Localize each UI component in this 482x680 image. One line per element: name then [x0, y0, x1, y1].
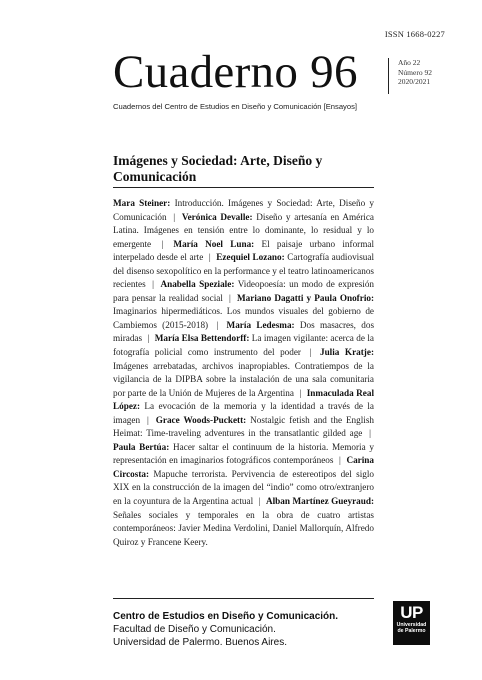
entry-separator: |: [258, 496, 261, 507]
entry-separator: |: [208, 252, 211, 263]
entry-separator: |: [299, 387, 302, 398]
publisher-info: [113, 610, 383, 649]
entry-separator: |: [161, 238, 164, 249]
logo-name-line2: de Palermo: [397, 628, 426, 634]
toc-title: Señales sociales y temporales en la obra de cuatro artistas contemporáneos: Javier Medina Verdolini, Daniel Mallorquín, Alfredo Quiroz y Francene Keery.: [113, 509, 374, 547]
section-divider: [113, 187, 374, 188]
toc-author: María Ledesma:: [226, 319, 295, 330]
toc-title: Introducción. Imágenes y Sociedad: Arte, Diseño y Comunicación: [113, 198, 375, 222]
toc-author: María Elsa Bettendorff:: [154, 333, 250, 344]
toc-author: Julia Kratje:: [319, 347, 375, 358]
entry-separator: |: [229, 292, 231, 303]
entry-separator: |: [173, 211, 176, 222]
entry-separator: |: [369, 428, 371, 439]
toc-title: El paisaje urbano informal interpelado desde el arte: [113, 238, 374, 263]
issue-year: Año 22: [398, 58, 421, 67]
toc-title: Cartografía audiovisual del disenso sexopolítico en la performance y el teatro latinoamericanos recientes: [113, 252, 375, 290]
issue-number: Número 92: [398, 67, 432, 77]
entry-separator: |: [147, 333, 150, 344]
entry-separator: |: [146, 414, 149, 425]
toc-title: Videopoesía: un modo de expresión para pensar la realidad social: [113, 279, 375, 303]
toc-author: Ezequiel Lozano:: [216, 252, 285, 263]
issue-meta: [398, 58, 432, 87]
entry-separator: |: [339, 455, 341, 466]
toc-title: La evocación de la memoria y la identidad a través de la imagen: [113, 401, 375, 425]
toc-author: María Noel Luna:: [173, 238, 255, 249]
toc-title: Imaginarios hipermediáticos. Los mundos visuales del gobierno de Cambiemos (2015-2018): [113, 306, 374, 330]
toc-title: Diseño y artesanía en América Latina. Imágenes en tensión entre lo dominante, lo residual y lo emergente: [113, 211, 374, 249]
toc-entry: [113, 442, 374, 466]
entry-separator: |: [152, 279, 154, 290]
issue-period: 2020/2021: [398, 77, 431, 86]
toc-author: Carina Circosta:: [113, 455, 374, 479]
toc-entry: [113, 415, 374, 439]
table-of-contents: [113, 197, 374, 549]
publisher-center: Centro de Estudios en Diseño y Comunicación.: [113, 611, 339, 622]
toc-title: Nostalgic fetish and the English Heimat: Time-traveling adventures in the transatlantic gilded age: [113, 414, 375, 439]
toc-title: Mapuche terrorista. Pervivencia de estereotipos del siglo XIX en la construcción de la imagen del “indio” como otro/extranjero en la coyuntura de la Argentina actual: [113, 468, 375, 507]
journal-subtitle: Cuadernos del Centro de Estudios en Diseño y Comunicación [Ensayos]: [113, 102, 357, 111]
toc-title: Hacer saltar el continuum de la historia. Memoria y representación en imaginarios fotográficos contemporáneos: [113, 441, 374, 466]
journal-title: Cuaderno 96: [113, 46, 358, 98]
publisher-faculty: Facultad de Diseño y Comunicación.: [113, 624, 276, 635]
toc-author: Paula Bertúa:: [113, 441, 170, 452]
publisher-university: Universidad de Palermo. Buenos Aires.: [113, 637, 287, 648]
toc-author: Verónica Devalle:: [181, 211, 253, 222]
entry-separator: |: [309, 347, 312, 358]
toc-author: Mariano Dagatti y Paula Onofrio:: [237, 292, 375, 303]
toc-author: Alban Martínez Gueyraud:: [265, 496, 375, 507]
toc-author: Inmaculada Real López:: [113, 387, 375, 412]
section-title: Imágenes y Sociedad: Arte, Diseño y Comunicación: [113, 153, 323, 184]
logo-name-line1: Universidad: [396, 622, 427, 628]
toc-author: Grace Woods-Puckett:: [155, 414, 247, 425]
toc-author: Anabella Speziale:: [160, 279, 235, 290]
issn-label: ISSN 1668-0227: [384, 29, 445, 39]
toc-title: La imagen vigilante: acerca de la fotografía policial como instrumento del poder: [113, 333, 374, 358]
toc-author: Mara Steiner:: [113, 198, 171, 208]
toc-title: Dos masacres, dos miradas: [113, 319, 375, 344]
entry-separator: |: [216, 319, 219, 330]
footer-divider: [113, 598, 374, 599]
logo-mark: UP: [400, 603, 423, 622]
toc-title: Imágenes arrebatadas, archivos inapropiables. Contratiempos de la vigilancia de la DIPBA sobre la instalación de una sala comunitaria por parte de la Unión de Mujeres de la Argentina: [113, 360, 374, 398]
university-logo: [393, 601, 430, 645]
title-divider: [388, 58, 389, 94]
